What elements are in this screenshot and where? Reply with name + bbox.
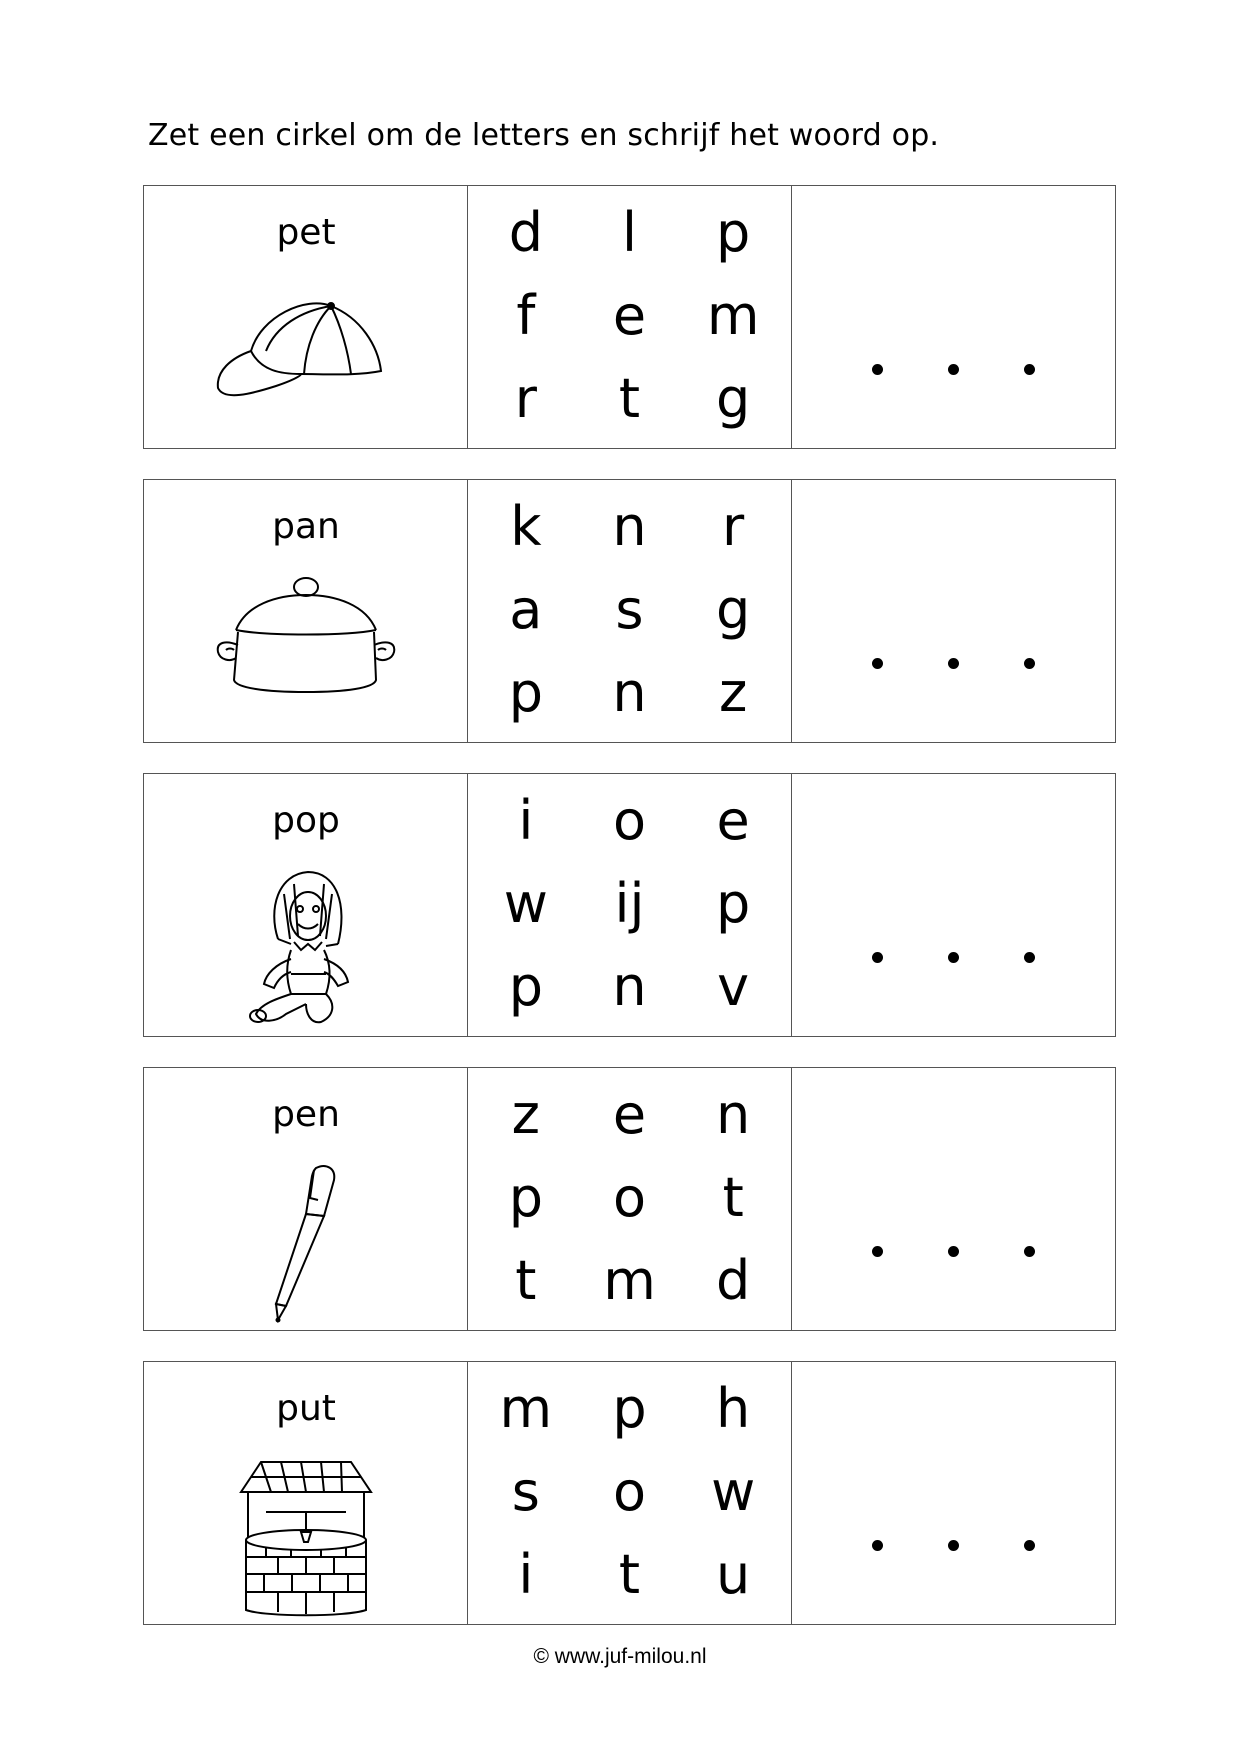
letter[interactable]: s [511,1459,540,1523]
answer-dot [872,1246,883,1257]
letter[interactable]: z [511,1083,540,1147]
answer-dot [948,1540,959,1551]
doll-icon [206,864,406,1029]
answer-cell[interactable] [792,774,1115,1036]
letter[interactable]: t [722,1165,744,1229]
answer-cell[interactable] [792,480,1115,742]
letter-grid [468,1362,791,1624]
letter[interactable]: e [612,283,647,347]
pen-icon [206,1158,406,1323]
letter[interactable]: z [718,660,748,724]
letter[interactable]: n [612,660,647,724]
answer-dot [948,364,959,375]
target-word: put [276,1388,336,1429]
letter[interactable]: i [518,789,534,853]
answer-dots [792,364,1115,375]
answer-dot [1024,952,1035,963]
letter[interactable]: g [716,366,751,430]
letter[interactable]: p [508,660,543,724]
answer-dot [948,658,959,669]
well-icon [206,1452,406,1617]
letter-grid-cell [468,1068,792,1330]
letter[interactable]: p [508,954,543,1018]
letter[interactable]: r [722,495,745,559]
letter[interactable]: e [716,789,750,853]
letter[interactable]: w [503,871,548,935]
answer-cell[interactable] [792,1068,1115,1330]
target-word: pan [272,506,340,547]
letter[interactable]: g [716,577,751,641]
letter[interactable]: k [510,495,542,559]
exercise-table [143,185,1116,1655]
letter[interactable]: t [618,1542,641,1606]
answer-dots [792,952,1115,963]
letter[interactable]: m [706,283,760,347]
answer-dots [792,1246,1115,1257]
letter-grid [468,186,791,448]
copyright-footer: © www.juf-milou.nl [533,1645,707,1668]
letter[interactable]: f [516,283,536,347]
letter-grid [468,480,791,742]
letter[interactable]: w [711,1459,756,1523]
word-cell [144,480,468,742]
letter[interactable]: ij [614,871,645,935]
letter[interactable]: t [618,366,641,430]
letter[interactable]: o [612,1459,647,1523]
letter[interactable]: d [716,1248,751,1312]
letter[interactable]: d [508,201,543,265]
exercise-row [143,185,1116,449]
letter[interactable]: r [514,366,537,430]
letter[interactable]: p [716,871,751,935]
answer-dot [1024,1246,1035,1257]
answer-dot [948,952,959,963]
target-word: pen [272,1094,340,1135]
exercise-row [143,1067,1116,1331]
target-word: pet [276,212,336,253]
answer-dot [1024,1540,1035,1551]
letter[interactable]: o [612,789,647,853]
letter-grid [468,1068,791,1330]
pot-icon [206,570,406,735]
target-word: pop [272,800,340,841]
letter[interactable]: m [499,1377,553,1441]
letter[interactable]: a [509,577,543,641]
answer-dot [872,658,883,669]
answer-dots [792,658,1115,669]
letter[interactable]: t [515,1248,537,1312]
letter[interactable]: n [612,495,647,559]
letter[interactable]: m [603,1248,656,1312]
answer-cell[interactable] [792,1362,1115,1624]
letter[interactable]: h [716,1377,751,1441]
answer-dot [1024,658,1035,669]
letter[interactable]: s [615,577,644,641]
answer-cell[interactable] [792,186,1115,448]
letter[interactable]: i [518,1542,534,1606]
word-cell [144,1068,468,1330]
letter[interactable]: l [621,201,637,265]
word-cell [144,1362,468,1624]
letter[interactable]: p [508,1165,543,1229]
letter[interactable]: e [612,1083,647,1147]
letter-grid-cell [468,186,792,448]
word-cell [144,186,468,448]
answer-dot [872,364,883,375]
letter[interactable]: n [716,1083,751,1147]
answer-dot [1024,364,1035,375]
instruction-text: Zet een cirkel om de letters en schrijf het woord op. [148,118,940,153]
letter[interactable]: n [612,954,647,1018]
answer-dot [872,952,883,963]
answer-dots [792,1540,1115,1551]
cap-icon [206,276,406,441]
letter[interactable]: v [717,954,750,1018]
exercise-row [143,479,1116,743]
letter[interactable]: p [612,1377,647,1441]
exercise-row [143,773,1116,1037]
letter[interactable]: p [716,201,751,265]
letter-grid-cell [468,774,792,1036]
letter-grid-cell [468,1362,792,1624]
exercise-row [143,1361,1116,1625]
answer-dot [872,1540,883,1551]
word-cell [144,774,468,1036]
letter[interactable]: o [612,1165,647,1229]
letter-grid-cell [468,480,792,742]
answer-dot [948,1246,959,1257]
letter[interactable]: u [716,1542,751,1606]
letter-grid [468,774,791,1036]
